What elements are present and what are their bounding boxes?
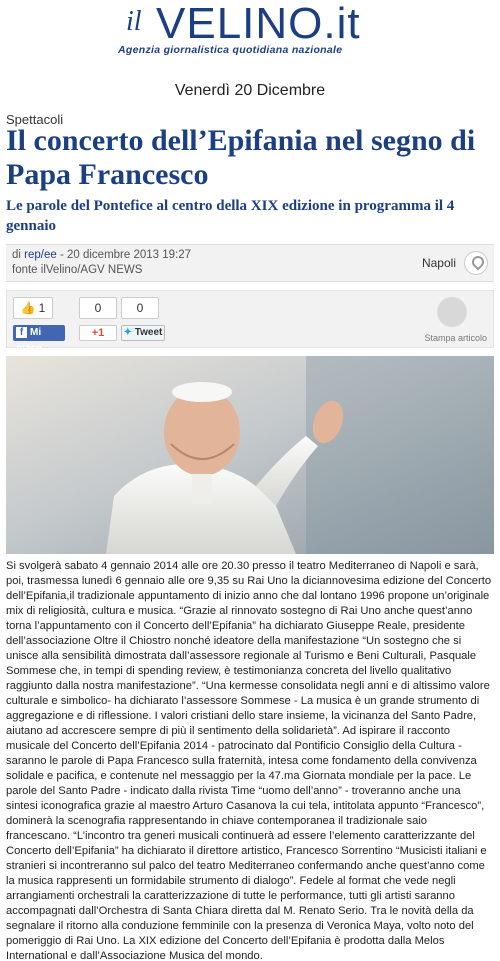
map-pin-icon[interactable] bbox=[464, 251, 488, 275]
byline-prefix: di bbox=[12, 249, 21, 261]
logo-tagline: Agenzia giornalistica quotidiana nazionale bbox=[118, 44, 343, 56]
place-label: Napoli bbox=[421, 256, 456, 270]
byline-author[interactable]: rep/ee bbox=[24, 249, 57, 261]
like-label: Mi piace bbox=[16, 327, 42, 354]
byline-date: - 20 dicembre 2013 19:27 bbox=[59, 249, 192, 261]
article-title: Il concerto dell’Epifania nel segno di Papa Francesco bbox=[6, 124, 476, 191]
logo-prefix[interactable]: il bbox=[126, 6, 142, 37]
article-source: fonte ilVelino/AGV NEWS bbox=[12, 264, 143, 276]
article-meta bbox=[6, 244, 494, 282]
print-label[interactable]: Stampa articolo bbox=[424, 333, 487, 343]
section-label[interactable]: Spettacoli bbox=[6, 112, 64, 127]
masthead bbox=[0, 0, 500, 72]
tweet-button[interactable] bbox=[121, 325, 165, 341]
logo[interactable]: VELINO.it bbox=[156, 0, 361, 48]
print-icon[interactable] bbox=[437, 297, 467, 327]
social-bar bbox=[6, 290, 494, 354]
pope-photo-illustration bbox=[6, 356, 494, 554]
current-date: Venerdì 20 Dicembre bbox=[174, 82, 326, 99]
thumbs-up-icon: 👍 bbox=[20, 301, 36, 315]
facebook-like-button[interactable] bbox=[13, 325, 65, 354]
byline bbox=[12, 249, 191, 261]
tweet-label: Tweet bbox=[134, 327, 163, 338]
like-count-box bbox=[13, 297, 53, 319]
twitter-bird-icon: ✦ bbox=[123, 327, 132, 338]
gplus-button[interactable] bbox=[79, 325, 117, 341]
article-body: Si svolgerà sabato 4 gennaio 2014 alle ore 20.30 presso il teatro Mediterraneo di Napoli e sarà, poi, trasmessa lunedì 6 gennaio alle ore 9,35 su Rai Uno la diciannovesima edizione del Concerto dell’Epifania,il tradizionale appuntamento di inizio anno che dal lontano 1996 propone un’originale mix di religiosità, cultura e musica. “Grazie al rinnovato sostegno di Rai Uno anche quest’anno torna l’appuntamento con il Concerto dell’Epifania” ha dichiarato Giuseppe Reale, presidente dell’associazione Oltre il Chiostro nonché ideatore della manifestazione “Un sostegno che si unisce alla sensibilità dimostrata dall’assessore regionale al Turismo e Beni Culturali, Pasquale Sommese che, in tempi di spending review, è testimonianza concreta del livello qualitativo raggiunto dalla nostra manifestazione”. “Una kermesse consolidata negli anni e di altissimo valore culturale e simbolico- ha dichiarato l’assessore Sommese - La musica è un grande strumento di aggregazione e di riflessione. I valori cristiani dello stare insieme, la vicinanza del Santo Padre, aiutano ad accrescere sempre di più il sentimento della solidarietà”. Ad ispirare il racconto musicale del Concerto dell’Epifania 2014 - patrocinato dal Pontificio Consiglio della Cultura - saranno le parole di Papa Francesco sulla fraternità, intesa come fondamento della convivenza solidale e pacifica, e contenute nel messaggio per la 47.ma Giornata mondiale per la pace. Le parole del Santo Padre - indicato dalla rivista Time “uomo dell’anno” - troveranno anche una sintesi iconografica grazie al maestro Arturo Casanova la cui tela, intitolata appunto “Francesco”, dominerà la scenografia rappresentando in chiave contemporanea il tradizionale saio francescano. “L’incontro tra generi musicali continuerà ad essere l’elemento caratterizzante del Concerto dell’Epifania” ha dichiarato il direttore artistico, Francesco Sorrentino “Musicisti italiani e stranieri si incontreranno sul palco del teatro Mediterraneo confermando anche quest’anno come la musica rappresenti un formidabile strumento di dialogo”. Fedele al format che vede negli arrangiamenti orchestrali la caratterizzazione di tutte le performance, tutti gli artisti saranno accompagnati dall’Orchestra di Santa Chiara diretta dal M. Renato Serio. Tra le novità della da segnalare il ritorno alla conduzione femminile con la presenza di Veronica Maya, volto noto del pomeriggio di Rai Uno. La XIX edizione del Concerto dell’Epifania è prodotta dalla Melos International e dall’Associazione Musica del mondo. bbox=[6, 560, 492, 961]
article-photo bbox=[6, 356, 494, 554]
gplus-label: +1 bbox=[91, 327, 105, 339]
article-subtitle: Le parole del Pontefice al centro della XIX edizione in programma il 4 gennaio bbox=[6, 198, 455, 234]
facebook-icon: f bbox=[16, 327, 27, 338]
gplus-count: 0 bbox=[79, 297, 117, 319]
tweet-count: 0 bbox=[121, 297, 159, 319]
like-count: 1 bbox=[38, 301, 46, 315]
